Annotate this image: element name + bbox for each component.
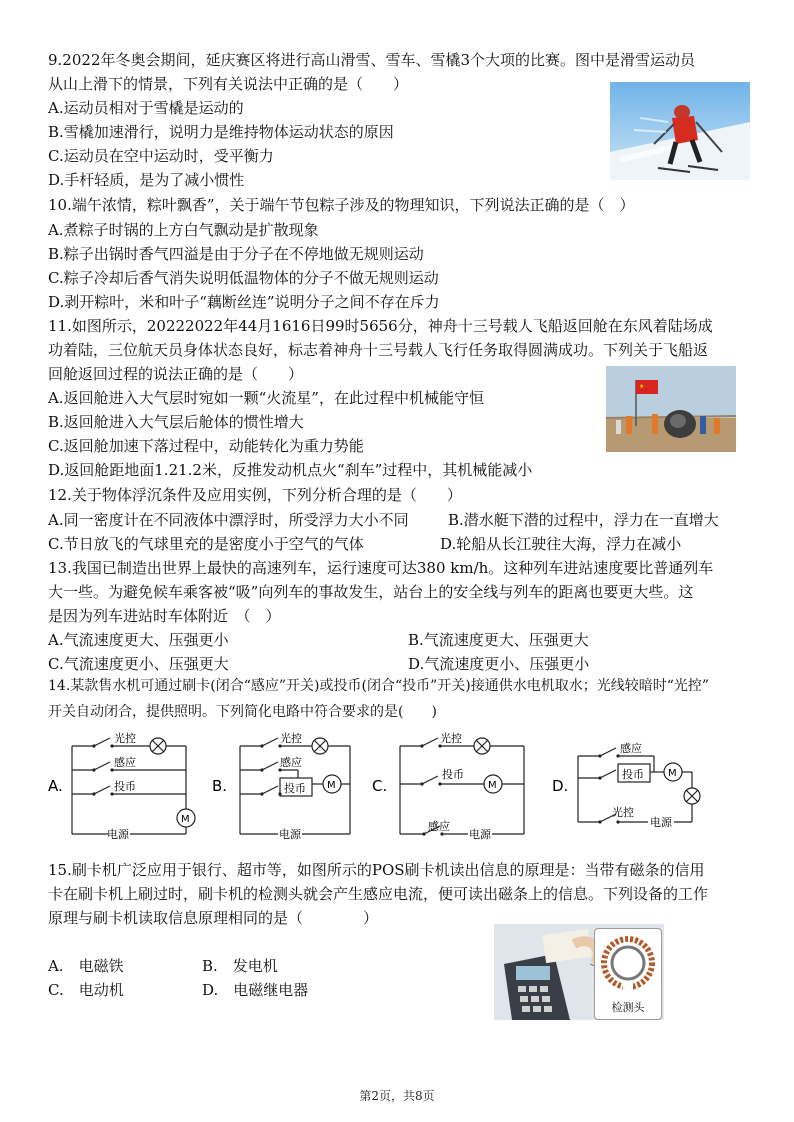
- q14-stem-line2: 开关自动闭合，提供照明。下列简化电路中符合要求的是( ): [48, 704, 437, 720]
- q9-option-c: C.运动员在空中运动时，受平衡力: [48, 147, 274, 165]
- q14-stem-line1: 14.某款售水机可通过刷卡(闭合“感应”开关)或投币(闭合“投币”开关)接通供水电机取水；光线较暗时“光控”: [48, 678, 710, 694]
- circuit-option-b: [210, 726, 370, 848]
- svg-text:M: M: [668, 768, 677, 779]
- q15-option-d: D. 电磁继电器: [202, 981, 309, 999]
- svg-text:C.: C.: [372, 777, 388, 795]
- detector-head-label: 检测头: [611, 1001, 645, 1014]
- q15-option-a: A. 电磁铁: [48, 957, 124, 975]
- q13-option-a: A.气流速度更大、压强更小: [48, 631, 229, 649]
- svg-text:感应: 感应: [280, 756, 302, 769]
- svg-text:B.: B.: [212, 777, 228, 795]
- q11-option-d: D.返回舱距地面1.21.2米，反推发动机点火“刹车”过程中，其机械能减小: [48, 461, 533, 479]
- skier-photo: [610, 82, 750, 180]
- circuit-a-letter: A.: [48, 777, 63, 795]
- svg-text:M: M: [488, 780, 497, 791]
- svg-text:感应: 感应: [428, 820, 450, 833]
- q10-option-a: A.煮粽子时锅的上方白气飘动是扩散现象: [48, 221, 319, 239]
- q12-option-d: D.轮船从长江驶往大海，浮力在减小: [440, 535, 682, 553]
- q10-option-d: D.剥开粽叶，米和叶子“藕断丝连”说明分子之间不存在斥力: [48, 293, 440, 311]
- q9-stem-line1: 9.2022年冬奥会期间，延庆赛区将进行高山滑雪、雪车、雪橇3个大项的比赛。图中是滑雪运动员: [48, 51, 696, 69]
- q9-option-d: D.手杆轻质，是为了减小惯性: [48, 171, 245, 189]
- q10-option-b: B.粽子出锅时香气四溢是由于分子在不停地做无规则运动: [48, 245, 424, 263]
- q12-option-a: A.同一密度计在不同液体中漂浮时，所受浮力大小不同: [48, 511, 409, 529]
- detector-head-inset: [594, 928, 662, 1020]
- q11-option-a: A.返回舱进入大气层时宛如一颗“火流星”，在此过程中机械能守恒: [48, 389, 484, 407]
- q13-option-b: B.气流速度更大、压强更大: [408, 631, 589, 649]
- svg-text:光控: 光控: [612, 806, 634, 819]
- pos-terminal-photo: [494, 924, 664, 1020]
- svg-text:光控: 光控: [280, 732, 302, 745]
- q12-option-c: C.节日放飞的气球里充的是密度小于空气的气体: [48, 535, 364, 553]
- svg-text:投币: 投币: [442, 768, 464, 781]
- q15-option-b: B. 发电机: [202, 957, 278, 975]
- svg-text:投币: 投币: [114, 780, 136, 793]
- svg-text:感应: 感应: [114, 756, 136, 769]
- svg-text:电源: 电源: [650, 816, 672, 829]
- q9-stem-line2: 从山上滑下的情景，下列有关说法中正确的是（ ）: [48, 75, 409, 93]
- svg-text:D.: D.: [552, 777, 569, 795]
- q12-stem: 12.关于物体浮沉条件及应用实例，下列分析合理的是（ ）: [48, 486, 462, 504]
- circuit-option-a: [46, 726, 210, 848]
- circuit-option-d: [550, 726, 726, 848]
- q15-stem-line3: 原理与刷卡机读取信息原理相同的是（ ）: [48, 909, 379, 927]
- q10-option-c: C.粽子冷却后香气消失说明低温物体的分子不做无规则运动: [48, 269, 439, 287]
- q11-stem-line1: 11.如图所示，20222022年44月1616日99时5656分，神舟十三号载人飞船返回舱在东风着陆场成: [48, 317, 713, 335]
- svg-text:投币: 投币: [284, 782, 306, 795]
- page-footer: 第2页，共8页: [359, 1089, 435, 1103]
- q13-option-c: C.气流速度更小、压强更大: [48, 655, 229, 673]
- circuit-option-c: [370, 726, 540, 848]
- q11-option-b: B.返回舱进入大气层后舱体的惯性增大: [48, 413, 304, 431]
- q15-option-c: C. 电动机: [48, 981, 124, 999]
- svg-text:光控: 光控: [114, 732, 136, 745]
- svg-text:M: M: [327, 780, 336, 791]
- svg-text:光控: 光控: [440, 732, 462, 745]
- q11-stem-line3: 回舱返回过程的说法正确的是（ ）: [48, 365, 304, 383]
- svg-text:感应: 感应: [620, 742, 642, 755]
- q13-stem-line3: 是因为列车进站时车体附近 （ ）: [48, 607, 281, 625]
- svg-text:投币: 投币: [622, 768, 644, 781]
- svg-text:★: ★: [639, 383, 645, 390]
- q10-stem: 10.端午浓情，粽叶飘香”，关于端午节包粽子涉及的物理知识，下列说法正确的是（ ）: [48, 196, 635, 214]
- svg-text:M: M: [181, 814, 190, 825]
- q11-stem-line2: 功着陆，三位航天员身体状态良好，标志着神舟十三号载人飞行任务取得圆满成功。下列关于飞船返: [48, 341, 709, 359]
- q11-option-c: C.返回舱加速下落过程中，动能转化为重力势能: [48, 437, 364, 455]
- q15-stem-line1: 15.刷卡机广泛应用于银行、超市等，如图所示的POS刷卡机读出信息的原理是：当带有磁条的信用: [48, 861, 705, 879]
- q13-stem-line1: 13.我国已制造出世界上最快的高速列车，运行速度可达380 km/h。这种列车进站速度要比普通列车: [48, 559, 714, 577]
- q9-option-b: B.雪橇加速滑行，说明力是维持物体运动状态的原因: [48, 123, 394, 141]
- q9-option-a: A.运动员相对于雪橇是运动的: [48, 99, 244, 117]
- capsule-landing-photo: [606, 366, 736, 452]
- svg-text:电源: 电源: [469, 828, 491, 841]
- q13-stem-line2: 大一些。为避免候车乘客被“吸”向列车的事故发生，站台上的安全线与列车的距离也要更大些。这: [48, 583, 694, 601]
- svg-text:电源: 电源: [279, 828, 301, 841]
- q15-stem-line2: 卡在刷卡机上刷过时，刷卡机的检测头就会产生感应电流，便可读出磁条上的信息。下列设备的工作: [48, 885, 709, 903]
- q12-option-b: B.潜水艇下潜的过程中，浮力在一直增大: [448, 511, 719, 529]
- svg-text:电源: 电源: [107, 828, 129, 841]
- q13-option-d: D.气流速度更小、压强更小: [408, 655, 590, 673]
